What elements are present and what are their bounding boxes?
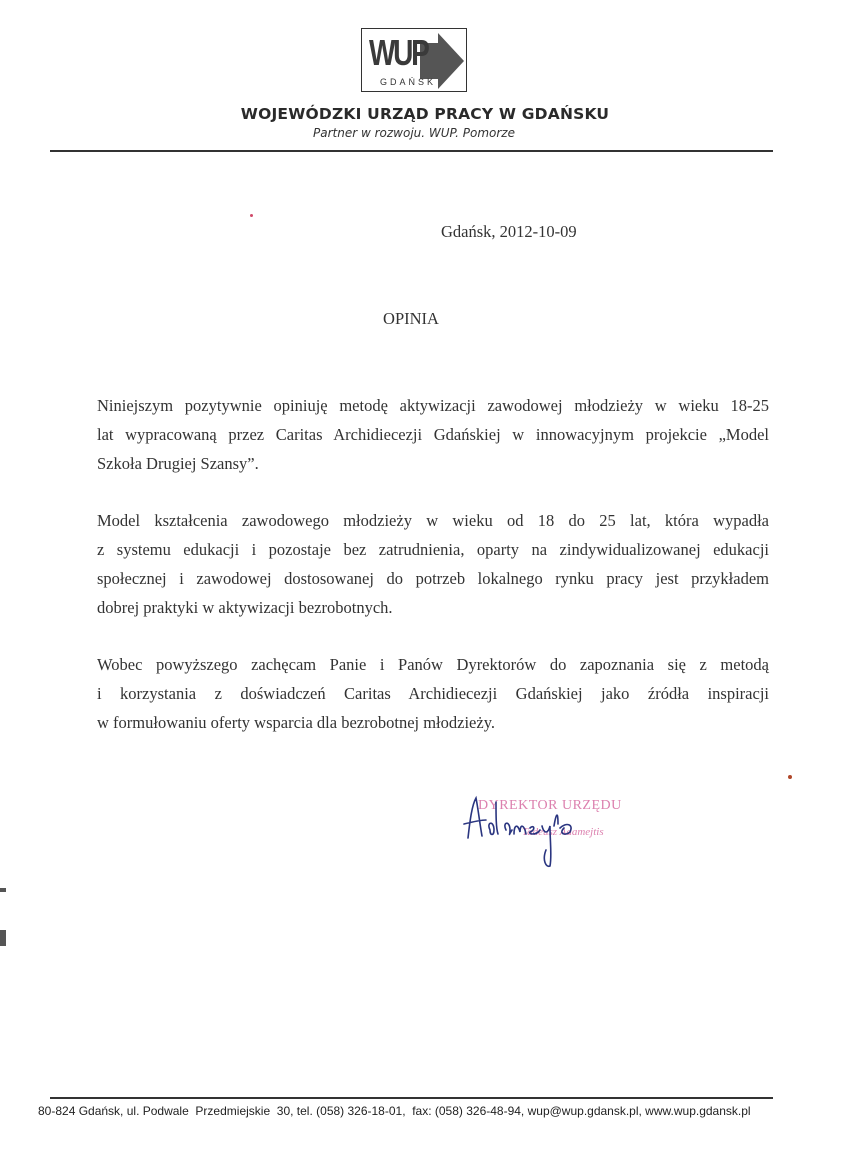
paragraph	[97, 391, 769, 478]
logo-text: WUP	[369, 32, 428, 73]
paragraph-line: Niniejszym pozytywnie opiniuję metodę aktywizacji zawodowej młodzieży w wieku 18-25	[97, 396, 769, 415]
scan-edge-mark	[0, 930, 6, 946]
handwritten-signature	[450, 790, 650, 880]
footer-divider	[50, 1097, 773, 1099]
tagline: Partner w rozwoju. WUP. Pomorze	[313, 126, 515, 140]
organization-name: WOJEWÓDZKI URZĄD PRACY W GDAŃSKU	[240, 105, 610, 123]
paragraph-line: Model kształcenia zawodowego młodzieży w wieku od 18 do 25 lat, która wypadła	[97, 511, 769, 530]
signature-block	[450, 790, 650, 880]
stamp-name: Tadeusz Adamejtis	[522, 826, 604, 838]
paragraph-line: w formułowaniu oferty wsparcia dla bezrobotnej młodzieży.	[97, 713, 495, 732]
paragraph-line: społecznej i zawodowej dostosowanej do potrzeb lokalnego rynku pracy jest przykładem	[97, 569, 769, 588]
scan-speck	[788, 775, 792, 779]
logo-subtext: GDAŃSK	[380, 77, 437, 87]
paragraph-line: Wobec powyższego zachęcam Panie i Panów Dyrektorów do zapoznania się z metodą	[97, 655, 769, 674]
scan-edge-mark	[0, 888, 6, 892]
stamp-title: DYREKTOR URZĘDU	[478, 798, 622, 813]
paragraph-line: dobrej praktyki w aktywizacji bezrobotnych.	[97, 598, 393, 617]
paragraph-line: z systemu edukacji i pozostaje bez zatrudnienia, oparty na zindywidualizowanej edukacji	[97, 540, 769, 559]
document-date: Gdańsk, 2012-10-09	[441, 222, 577, 241]
footer-contact: 80-824 Gdańsk, ul. Podwale Przedmiejskie 30, tel. (058) 326-18-01, fax: (058) 326-48-94, wup@wup.gdansk.pl, www.wup.gdansk.pl	[38, 1104, 751, 1118]
paragraph	[97, 506, 769, 622]
paragraph-line: i korzystania z doświadczeń Caritas Archidiecezji Gdańskiej jako źródła inspiracji	[97, 684, 769, 703]
document-title: OPINIA	[383, 309, 439, 328]
paragraph-line: Szkoła Drugiej Szansy”.	[97, 454, 259, 473]
wup-logo	[361, 28, 467, 92]
paragraph	[97, 650, 769, 737]
paragraph-line: lat wypracowaną przez Caritas Archidiecezji Gdańskiej w innowacyjnym projekcie „Model	[97, 425, 769, 444]
scan-speck	[250, 214, 253, 217]
header-divider	[50, 150, 773, 152]
